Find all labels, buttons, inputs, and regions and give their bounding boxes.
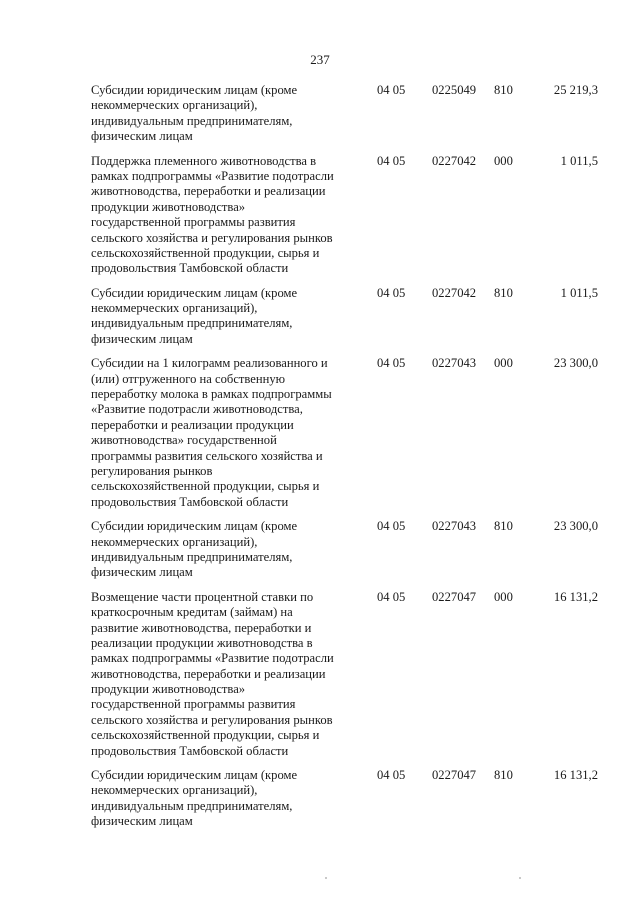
section-code: 04 05 [377, 153, 406, 168]
expense-kind: 000 [494, 153, 513, 168]
section-code: 04 05 [377, 285, 406, 300]
budget-table [0, 83, 640, 830]
expense-kind: 810 [494, 285, 513, 300]
row-description: Субсидии на 1 килограмм реализованного и (или) отгруженного на собственную переработку молока в рамках подпрограммы «Развитие подотрасли животноводства, переработки и реализации продукции животноводства» государственной программы развития сельского хозяйства и регулирования рынков сельскохозяйственной продукции, сырья и продовольствия Тамбовской области [91, 356, 332, 509]
row-description: Поддержка племенного животноводства в рамках подпрограммы «Развитие подотрасли животноводства, переработки и реализации продукции животноводства» государственной программы развития сельского хозяйства и регулирования рынков сельскохозяйственной продукции, сырья и продовольствия Тамбовской области [91, 153, 334, 276]
scan-speck [519, 877, 521, 879]
section-code: 04 05 [377, 589, 406, 604]
table-row [0, 519, 640, 581]
table-row [0, 286, 640, 348]
expense-kind: 810 [494, 768, 513, 783]
table-row [0, 356, 640, 510]
target-code: 0227042 [432, 153, 477, 168]
amount: 23 300,0 [553, 356, 598, 371]
expense-kind: 000 [494, 356, 513, 371]
section-code: 04 05 [377, 83, 406, 97]
target-code: 0227042 [432, 285, 477, 300]
section-code: 04 05 [377, 768, 406, 783]
table-row [0, 83, 640, 145]
amount: 16 131,2 [553, 768, 598, 783]
row-description: Субсидии юридическим лицам (кроме некоммерческих организаций), индивидуальным предпринимателям, физическим лицам [91, 285, 298, 346]
target-code: 0227047 [432, 768, 477, 783]
table-row [0, 768, 640, 830]
row-description: Возмещение части процентной ставки по краткосрочным кредитам (займам) на развитие животноводства, переработки и реализации продукции животноводства в рамках подпрограммы «Развитие подотрасли животноводства, переработки и реализации продукции животноводства» государственной программы развития сельского хозяйства и регулирования рынков сельскохозяйственной продукции, сырья и продовольствия Тамбовской области [91, 589, 334, 758]
amount: 23 300,0 [553, 519, 598, 534]
target-code: 0227043 [432, 356, 477, 371]
amount: 25 219,3 [553, 83, 598, 97]
row-description: Субсидии юридическим лицам (кроме некоммерческих организаций), индивидуальным предпринимателям, физическим лицам [91, 519, 298, 580]
target-code: 0227043 [432, 519, 477, 534]
page-number: 237 [310, 52, 330, 67]
table-row [0, 590, 640, 759]
table-row [0, 154, 640, 277]
amount: 16 131,2 [553, 589, 598, 604]
expense-kind: 000 [494, 589, 513, 604]
row-description: Субсидии юридическим лицам (кроме некоммерческих организаций), индивидуальным предпринимателям, физическим лицам [91, 83, 298, 144]
amount: 1 011,5 [560, 285, 598, 300]
target-code: 0227047 [432, 589, 477, 604]
row-description: Субсидии юридическим лицам (кроме некоммерческих организаций), индивидуальным предпринимателям, физическим лицам [91, 768, 298, 829]
expense-kind: 810 [494, 519, 513, 534]
expense-kind: 810 [494, 83, 513, 97]
section-code: 04 05 [377, 519, 406, 534]
section-code: 04 05 [377, 356, 406, 371]
amount: 1 011,5 [560, 153, 598, 168]
scan-speck [325, 877, 327, 879]
target-code: 0225049 [432, 83, 477, 97]
